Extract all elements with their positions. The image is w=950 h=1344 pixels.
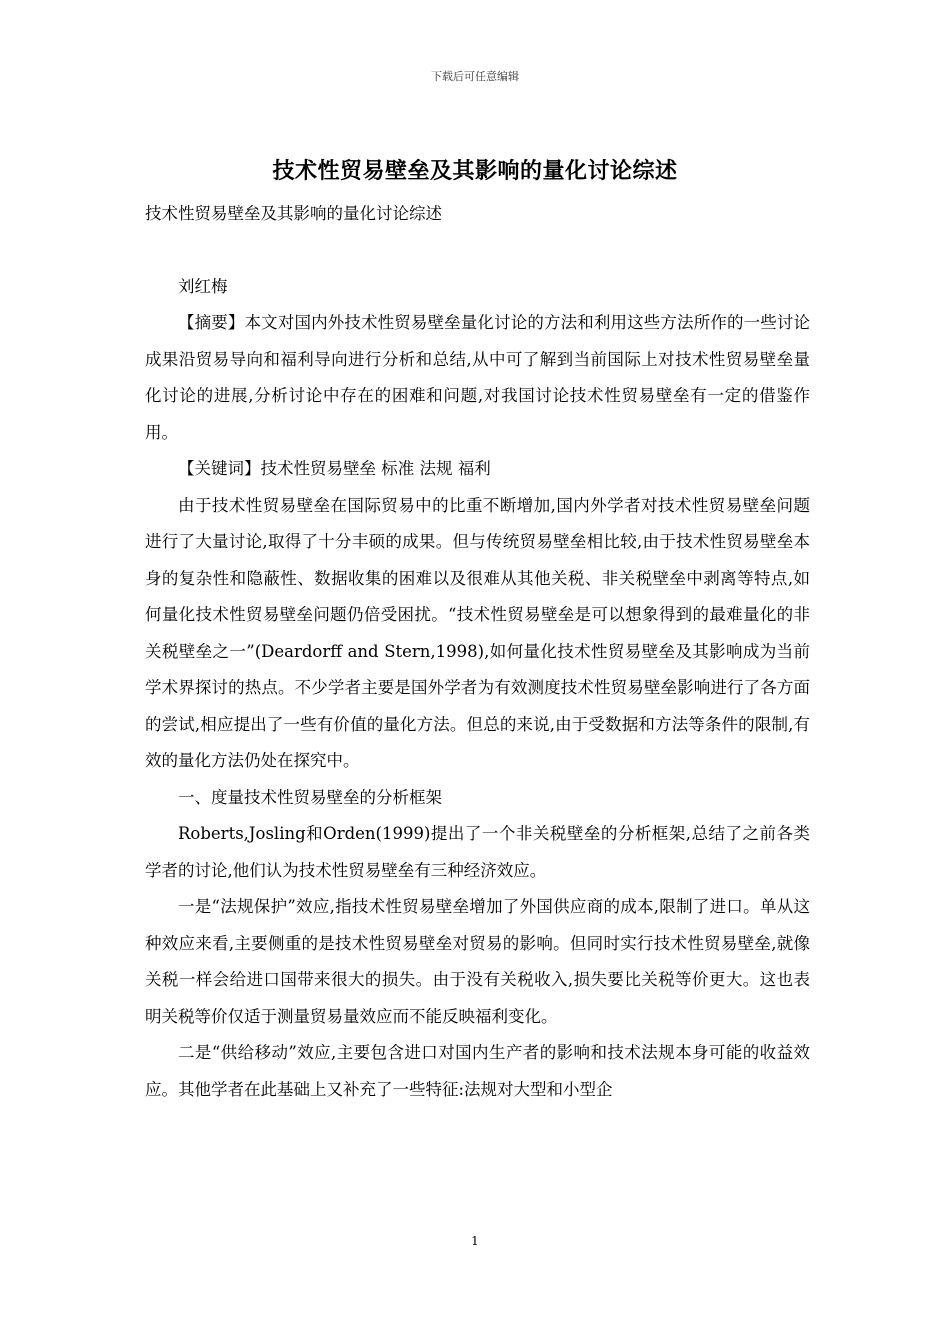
page-number: 1 [471,1234,479,1248]
abstract-paragraph: 【摘要】本文对国内外技术性贸易壁垒量化讨论的方法和利用这些方法所作的一些讨论成果沿贸易导向和福利导向进行分析和总结,从中可了解到当前国际上对技术性贸易壁垒量化讨论的进展,分析讨论中存在的困难和问题,对我国讨论技术性贸易壁垒有一定的借鉴作用。 [145,313,810,442]
section-heading: 一、度量技术性贸易壁垒的分析框架 [178,787,442,807]
body-paragraph: 由于技术性贸易壁垒在国际贸易中的比重不断增加,国内外学者对技术性贸易壁垒问题进行了大量讨论,取得了十分丰硕的成果。但与传统贸易壁垒相比较,由于技术性贸易壁垒本身的复杂性和隐蔽性、数据收集的困难以及很难从其他关税、非关税壁垒中剥离等特点,如何量化技术性贸易壁垒问题仍倍受困扰。“技术性贸易壁垒是可以想象得到的最难量化的非关税壁垒之一”(Deardorff and Stern,1998),如何量化技术性贸易壁垒及其影响成为当前学术界探讨的热点。不少学者主要是国外学者为有效测度技术性贸易壁垒影响进行了各方面的尝试,相应提出了一些有价值的量化方法。但总的来说,由于受数据和方法等条件的限制,有效的量化方法仍处在探究中。 [145,495,810,770]
document-body [145,196,810,1108]
body-paragraph: 一是“法规保护”效应,指技术性贸易壁垒增加了外国供应商的成本,限制了进口。单从这种效应来看,主要侧重的是技术性贸易壁垒对贸易的影响。但同时实行技术性贸易壁垒,就像关税一样会给进口国带来很大的损失。由于没有关税收入,损失要比关税等价更大。这也表明关税等价仅适于测量贸易量效应而不能反映福利变化。 [145,897,810,1026]
document-title: 技术性贸易壁垒及其影响的量化讨论综述 [272,158,678,184]
author: 刘红梅 [178,276,228,296]
keywords-paragraph: 【关键词】技术性贸易壁垒 标准 法规 福利 [178,459,491,478]
subtitle: 技术性贸易壁垒及其影响的量化讨论综述 [145,204,442,223]
body-paragraph: Roberts,Josling和Orden(1999)提出了一个非关税壁垒的分析框架,总结了之前各类学者的讨论,他们认为技术性贸易壁垒有三种经济效应。 [145,824,810,880]
spacer [145,233,810,269]
body-paragraph: 二是“供给移动”效应,主要包含进口对国内生产者的影响和技术法规本身可能的收益效应。其他学者在此基础上又补充了一些特征:法规对大型和小型企 [145,1043,810,1099]
header-note: 下载后可任意编辑 [431,70,519,83]
